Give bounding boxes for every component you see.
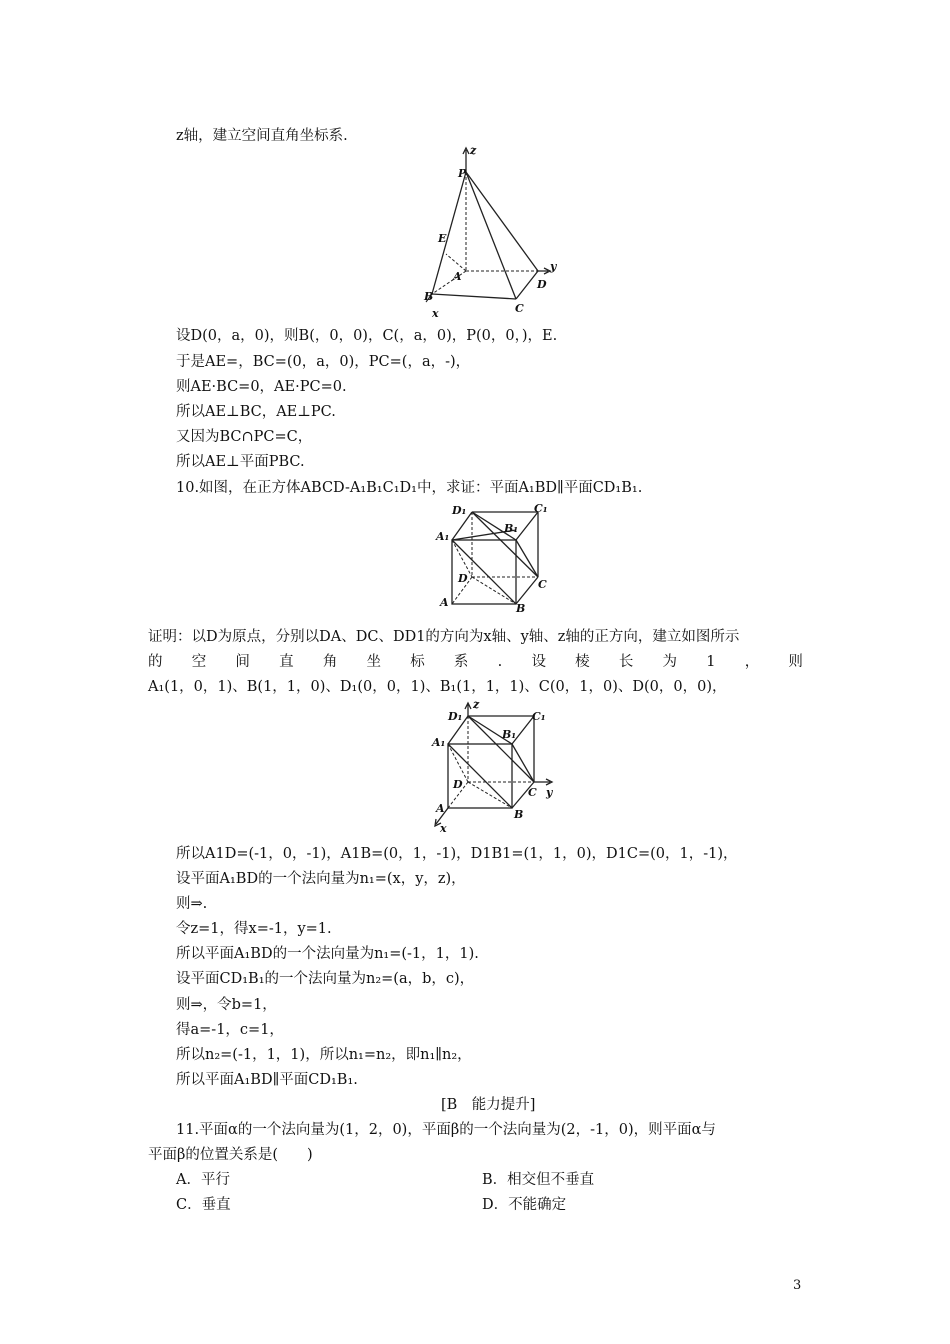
intro-text: z轴，建立空间直角坐标系. [176, 128, 348, 144]
proof-line: 设平面CD₁B₁的一个法向量为n₂=(a，b，c)， [176, 971, 475, 987]
fig3-label: y [546, 786, 553, 799]
fig2-label: C [538, 578, 547, 591]
fig1-label: y [550, 260, 557, 273]
fig3-label: x [440, 822, 447, 835]
proof-line: A₁(1，0，1)、B(1，1，0)、D₁(0，0，1)、B₁(1，1，1)、C(0，1，0)、D(0，0，0)， [148, 679, 727, 695]
pyramid-figure [420, 142, 560, 322]
q11-stem: 11.平面α的一个法向量为(1，2，0)，平面β的一个法向量为(2，-1，0)，则平面α与 [176, 1122, 716, 1138]
q9-line: 于是AE=，BC=(0，a，0)，PC=(，a，-)， [176, 354, 471, 370]
proof-char: 坐 [366, 654, 382, 670]
proof-char: . [497, 654, 503, 670]
fig3-label: z [473, 700, 480, 711]
fig3-label: C₁ [532, 710, 546, 723]
proof-char: 则 [788, 654, 803, 670]
proof-char: ， [744, 654, 760, 670]
fig2-label: D₁ [452, 504, 467, 517]
fig3-label: B₁ [502, 728, 517, 741]
fig2-label: A₁ [436, 530, 450, 543]
q9-line: 又因为BC∩PC=C， [176, 429, 313, 445]
proof-line: 则⇒，令b=1， [176, 997, 277, 1013]
proof-line: 则⇒. [176, 896, 208, 912]
fig1-label: C [515, 302, 524, 315]
proof-char: 间 [235, 654, 250, 670]
proof-char: 标 [410, 654, 425, 670]
fig3-label: A [436, 802, 445, 815]
proof-char: 的 [148, 654, 163, 670]
proof-char: 直 [279, 654, 294, 670]
fig1-label: x [432, 307, 439, 320]
fig2-label: B₁ [504, 522, 519, 535]
proof-char: 系 [453, 654, 469, 670]
fig3-label: D₁ [448, 710, 463, 723]
fig1-label: A [453, 270, 462, 283]
fig3-label: A₁ [432, 736, 446, 749]
q9-line: 设D(0，a，0)，则B(，0，0)，C(，a，0)，P(0，0，)，E. [176, 328, 558, 344]
q9-line: 所以AE⊥BC，AE⊥PC. [176, 404, 336, 420]
cube-axes-figure [428, 700, 568, 840]
fig2-label: C₁ [534, 502, 548, 515]
proof-char: 角 [322, 654, 338, 670]
proof-char: 空 [191, 654, 207, 670]
proof-line: 所以n₂=(-1，1，1)，所以n₁=n₂，即n₁∥n₂， [176, 1047, 472, 1063]
fig1-label: B [424, 290, 434, 303]
fig1-label: z [470, 144, 477, 157]
fig2-label: A [440, 596, 449, 609]
proof-char: 1 [706, 654, 716, 670]
proof-line: 所以平面A₁BD∥平面CD₁B₁. [176, 1072, 358, 1088]
option-c: C．垂直 [176, 1197, 231, 1213]
proof-char: 长 [618, 654, 634, 670]
fig2-label: D [458, 572, 468, 585]
fig3-label: D [453, 778, 463, 791]
proof-line: 所以平面A₁BD的一个法向量为n₁=(-1，1，1). [176, 946, 479, 962]
cube-figure [432, 500, 552, 616]
option-a: A．平行 [176, 1172, 230, 1188]
option-b: B．相交但不垂直 [482, 1172, 595, 1188]
fig3-label: C [528, 786, 537, 799]
q9-line: 所以AE⊥平面PBC. [176, 454, 305, 470]
fig1-label: D [537, 278, 547, 291]
page-number: 3 [793, 1278, 802, 1293]
q10-stem: 10.如图，在正方体ABCD-A₁B₁C₁D₁中，求证：平面A₁BD∥平面CD₁B₁. [176, 480, 643, 496]
proof-line: 证明：以D为原点，分别以DA、DC、DD1的方向为x轴、y轴、z轴的正方向，建立如图所示 [148, 629, 740, 645]
section-heading: [B 能力提升] [441, 1097, 536, 1113]
fig1-label: P [458, 167, 467, 180]
fig3-label: B [514, 808, 524, 821]
proof-line: 得a=-1，c=1， [176, 1022, 284, 1038]
proof-char: 棱 [575, 654, 590, 670]
fig1-label: E [438, 232, 447, 245]
proof-line: 令z=1，得x=-1，y=1. [176, 921, 332, 937]
proof-line: 设平面A₁BD的一个法向量为n₁=(x，y，z)， [176, 871, 466, 887]
proof-char: 设 [531, 654, 546, 670]
option-d: D．不能确定 [482, 1197, 567, 1213]
proof-line-spread [148, 652, 803, 672]
fig2-label: B [516, 602, 526, 615]
q11-stem-cont: 平面β的位置关系是( ) [148, 1147, 313, 1163]
q9-line: 则AE·BC=0，AE·PC=0. [176, 379, 347, 395]
proof-char: 为 [662, 654, 678, 670]
proof-line: 所以A1D=(-1，0，-1)，A1B=(0，1，-1)，D1B1=(1，1，0)，D1C=(0，1，-1)， [176, 846, 738, 862]
